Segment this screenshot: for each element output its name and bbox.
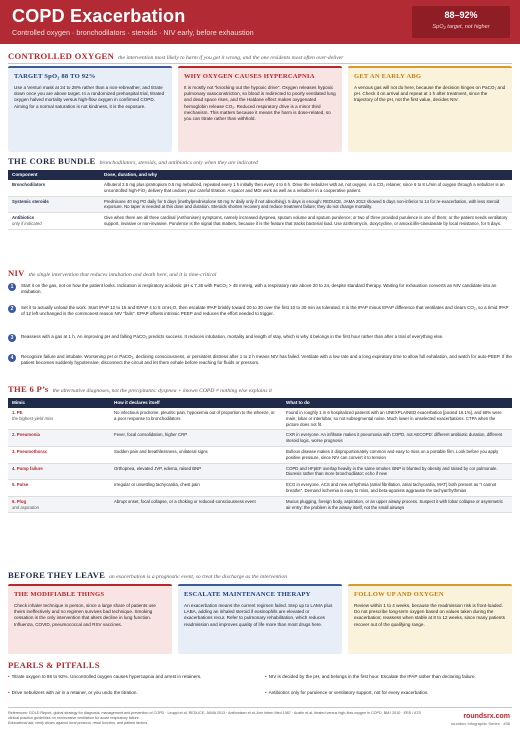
references-text: References: GOLD Report, global strategy for diagnosis, management and prevention of COPD · Leuppi et al, REDUCE, JAMA 2013 · Anthonisen et al, Ann Intern Med 1987 · Austin et al, titrated versus high-flow oxygen in COPD, BMJ 2010 · ERS / ATS clinical practice guidelines on noninvasive ventilation for acute respiratory failure. <box>8 711 421 720</box>
disclaimer-text: Educational aid; verify doses against local protocol, renal function, and patient factors. <box>8 720 149 725</box>
target-badge <box>412 6 510 38</box>
oxygen-section-heading <box>8 51 343 62</box>
series-label: roundsrx Infographic Series · #38 <box>450 721 510 726</box>
table-row <box>8 480 512 497</box>
mimic-name: 3. Pneumothorax <box>8 446 110 463</box>
table-row <box>8 213 512 230</box>
box-title: GET AN EARLY ABG <box>354 73 422 80</box>
box-text: Review within 1 to 4 weeks, because the readmission risk is front-loaded. Do not prescribe long-term oxygen based on values taken during the exacerbation; reassess when stable at 8 to 12 weeks, since many patients recover out of the qualifying range. <box>354 602 505 627</box>
column-header: How it declares itself <box>110 398 282 408</box>
oxygen-subtitle: the intervention most likely to harm if you get it wrong, and the one residents most often over-deliver <box>118 55 344 61</box>
mimic-presentation: Fever, focal consolidation, higher CRP <box>110 430 282 447</box>
table-row <box>8 180 512 196</box>
mimic-action: ECG in everyone. ACS and new arrhythmia (atrial fibrillation, atrial tachycardia, MAT) both present as "I cannot breathe". Demand ischemia is easy to miss, and beta-agonists aggravate the tachyarrhythmias <box>282 480 512 497</box>
niv-subtitle: the single intervention that reduces intubation and death here, and it is time-critical <box>28 272 217 278</box>
mimic-name: 5. Pulse <box>8 480 110 497</box>
footer-references <box>8 711 428 726</box>
pearl-item: • Titrate oxygen to 88 to 92%. Uncontrolled oxygen causes hypercapnia and arrest in retainers. <box>8 674 253 680</box>
table-row <box>8 496 512 513</box>
bundle-title: THE CORE BUNDLE <box>8 156 96 166</box>
target-label: SpO₂ target, not higher <box>432 24 490 30</box>
step-number: 2 <box>8 305 16 313</box>
box-text: Check inhaler technique in person, since a large share of patients use theirs ineffectively and no regimen survives bad technique. Smoking cessation is the only intervention that alters decline in lung function. Influenza, COVID, pneumococcal and RSV vaccines. <box>14 602 156 627</box>
mimic-name: 1. PE the highest-yield miss <box>8 408 110 430</box>
component-detail: Prednisone 40 mg PO daily for 5 days (methylprednisolone 60 mg IV daily only if not absorbing). 5 days is enough: REDUCE, JAMA 2013 showed 5 days non-inferior to 14 for re-exacerbation, with less steroid exposure. No taper is needed at this dose and duration. Steroids shorten recovery and reduce treatment failure; they do not change mortality. <box>100 196 512 213</box>
oxygen-title: CONTROLLED OXYGEN <box>8 51 115 61</box>
mimic-presentation: Orthopnea, elevated JVP, edema, raised BNP <box>110 463 282 480</box>
mimic-action: Bullous disease makes it disproportionately common and easy to miss on a portable film. Look before you apply positive pressure, since NIV can convert it to tension <box>282 446 512 463</box>
table-row <box>8 430 512 447</box>
column-header: Mimic <box>8 398 110 408</box>
mimic-presentation: Irregular or unsettling tachycardia, chest pain <box>110 480 282 497</box>
column-header: What to do <box>282 398 512 408</box>
mimic-action: Mucus plugging, foreign body, aspiration, or an upper airway process. Suspect it with lobar collapse or asymmetric air entry: the problem is the airway itself, not the small airways <box>282 496 512 513</box>
divider <box>8 63 512 64</box>
step-number: 1 <box>8 283 16 291</box>
niv-title: NIV <box>8 268 25 278</box>
box-title: TARGET SpO₂ 88 TO 92% <box>14 73 96 80</box>
table-row <box>8 463 512 480</box>
box-text: An exacerbation means the current regimen failed. Step up to LAMA plus LABA, adding an inhaled steroid if eosinophils are elevated or exacerbations recur. Refer to pulmonary rehabilitation, which reduces readmission and improves quality of life more than most drugs here. <box>184 602 333 627</box>
follow-up-box <box>348 584 512 654</box>
pearl-item: • NIV is decided by the pH, and belongs in the first hour. Escalate the IPAP rather than declaring failure. <box>265 674 512 680</box>
step-number: 4 <box>8 354 16 362</box>
step-text: Start it on the gas, not on how the patient looks. Indication is respiratory acidosis: pH ≤ 7.35 with PaCO₂ > 45 mmHg, with a respiratory rate above 20 to 24, despite standard therapy. Waiting for exhaustion converts an NIV candidate into an intubation. <box>21 283 497 295</box>
mimics-table <box>8 398 512 513</box>
pearl-item: • Antibiotics only for purulence or ventilatory support, not for every exacerbation. <box>265 690 512 696</box>
component-name: Systemic steroids <box>8 196 100 213</box>
modifiable-box <box>8 584 172 654</box>
target-spo2-box <box>8 66 172 152</box>
maintenance-box <box>178 584 342 654</box>
component-detail: Give when there are all three cardinal (Anthonisen) symptoms, namely increased dyspnea, sputum volume and sputum purulence; or two of three provided purulence is one of them; or the patient needs ventilatory support, invasive or non-invasive. Purulence is the signal that matters, because it is the feature that tracks bacterial load. Use azithromycin, doxycycline, or amoxicillin-clavulanate by local resistance, for 5 days. <box>100 213 512 230</box>
mimic-name: 2. Pneumonia <box>8 430 110 447</box>
mimic-presentation: No infectious prodrome, pleuritic pain, hypoxemia out of proportion to the wheeze, or a poor response to bronchodilators <box>110 408 282 430</box>
mimic-presentation: Abrupt onset, focal collapse, or a choking or reduced-consciousness event <box>110 496 282 513</box>
mimics-subtitle: the alternative diagnoses, not the precipitants: dyspnea + known COPD ≠ nothing else explains it <box>52 388 272 394</box>
box-title: ESCALATE MAINTENANCE THERAPY <box>184 591 311 598</box>
box-title: THE MODIFIABLE THINGS <box>14 591 105 598</box>
mimic-presentation: Sudden pain and breathlessness, unilateral signs <box>110 446 282 463</box>
divider <box>8 707 512 708</box>
box-title: FOLLOW UP AND OXYGEN <box>354 591 444 598</box>
column-header: Component <box>8 170 100 180</box>
component-qualifier: only if indicated <box>12 220 42 226</box>
table-row <box>8 196 512 213</box>
step-text: Recognize failure and intubate. Worsening pH or PaCO₂, declining consciousness, or persistent distress after 1 to 2 h means NIV has failed. Ventilate with a low rate and a long expiratory time to allow full exhalation, and watch for auto-PEEP. If the patient becomes suddenly hypotensive, disconnect the circuit and let them exhale before reaching for fluids or pressors. <box>21 354 512 366</box>
niv-step <box>8 334 512 350</box>
box-text: A venous gas will not do here, because the decision hinges on PaCO₂ and pH. Check it on arrival and repeat at 1 h after treatment, since the trajectory of the pH, not the first value, decides NIV. <box>354 84 506 103</box>
niv-section-heading <box>8 268 216 279</box>
niv-step <box>8 305 512 331</box>
box-text: Use a Venturi mask at 24 to 28% rather than a non-rebreather, and titrate down once you are above target. In a randomized prehospital trial, titrated oxygen halved mortality versus high-flow oxygen in confirmed COPD. Aiming for a normal saturation is not kindness, it is the exposure. <box>14 84 165 109</box>
mimics-section-heading <box>8 384 272 395</box>
discharge-title: BEFORE THEY LEAVE <box>8 570 106 580</box>
box-text: It is mostly not "knocking out the hypoxic drive". Oxygen releases hypoxic pulmonary vasoconstriction, so blood is redirected to poorly ventilated lung and dead space rises, and the Haldane effect makes oxygenated hemoglobin release CO₂. Reduced respiratory drive is a minor third mechanism. This matters because it means the harm is dose-related, so you can titrate rather than withhold. <box>184 84 336 122</box>
mimic-action: CXR in everyone. An infiltrate makes it pneumonia with COPD, not AECOPD: different antibiotic duration, different steroid logic, worse prognosis <box>282 430 512 447</box>
pearls-title: PEARLS & PITFALLS <box>8 660 100 670</box>
component-name: Antibiotics only if indicated <box>8 213 100 230</box>
mimic-qualifier: and aspiration <box>12 504 39 510</box>
box-title: WHY OXYGEN CAUSES HYPERCAPNIA <box>184 73 315 80</box>
discharge-section-heading <box>8 570 287 581</box>
bundle-section-heading <box>8 156 258 167</box>
step-number: 3 <box>8 334 16 342</box>
pearl-item: • Drive nebulizers with air in a retainer, or you undo the titration. <box>8 690 253 696</box>
abg-box <box>348 66 512 152</box>
mimic-name: 4. Pump failure <box>8 463 110 480</box>
table-row <box>8 446 512 463</box>
site-brand-link[interactable]: roundsrx.com <box>463 713 510 720</box>
mimic-name: 6. Plug and aspiration <box>8 496 110 513</box>
step-text: Reassess with a gas at 1 h. An improving pH and falling PaCO₂ predicts success. It reduces intubation, mortality and length of stay, which is why it belongs in the first hour rather than after a trial of everything else. <box>21 334 444 339</box>
bundle-subtitle: bronchodilators, steroids, and antibiotics only when they are indicated <box>99 160 258 166</box>
niv-step <box>8 283 512 303</box>
hypercapnia-box <box>178 66 342 152</box>
mimic-action: Found in roughly 1 in 6 hospitalized patients with an UNEXPLAINED exacerbation [pooled 16.1%], and 68% were main, lobar or interlobar, so not subsegmental noise. Much lower in unselected exacerbations. CTPA when the picture does not fit. <box>282 408 512 430</box>
mimic-action: COPD and HFpEF overlap heavily in the same smoker. BNP is blunted by obesity and raised by cor pulmonale. Diuresis rather than more bronchodilator; echo if new <box>282 463 512 480</box>
component-detail: Albuterol 2.5 mg plus ipratropium 0.5 mg nebulized, repeated every 1 h initially then every 4 to 6 h. Drive the nebulizer with air, not oxygen, in a CO₂ retainer, since 6 to 8 L/min of oxygen through a nebulizer is an uncontrolled high-FiO₂ delivery that undoes your careful titration. A spacer and MDI work as well as a nebulizer in a cooperative patient. <box>100 180 512 196</box>
column-header: Dose, duration, and why <box>100 170 512 180</box>
table-row <box>8 408 512 430</box>
page-title: COPD Exacerbation <box>12 6 186 26</box>
target-value: 88–92% <box>444 10 478 20</box>
page-header <box>0 0 520 44</box>
pearls-section-heading <box>8 660 100 671</box>
mimic-qualifier: the highest-yield miss <box>12 415 54 421</box>
step-text: Set it to actually unload the work. Start IPAP 12 to 15 and EPAP 4 to 5 cmH₂O, then escalate IPAP briskly toward 20 to 30 over the first 10 to 30 min as tolerated. It is the IPAP minus EPAP difference that ventilates and clears CO₂, so a timid IPAP of 12 left unchanged is the commonest reason NIV "fails". EPAP offsets intrinsic PEEP and reduces the effort needed to trigger. <box>21 305 509 317</box>
page-subtitle: Controlled oxygen · bronchodilators · steroids · NIV early, before exhaustion <box>12 28 254 37</box>
niv-step <box>8 354 512 378</box>
component-name: Bronchodilators <box>8 180 100 196</box>
mimics-title: THE 6 P’s <box>8 384 49 394</box>
discharge-subtitle: an exacerbation is a prognostic event, so treat the discharge as the intervention <box>109 574 288 580</box>
bundle-table <box>8 170 512 230</box>
